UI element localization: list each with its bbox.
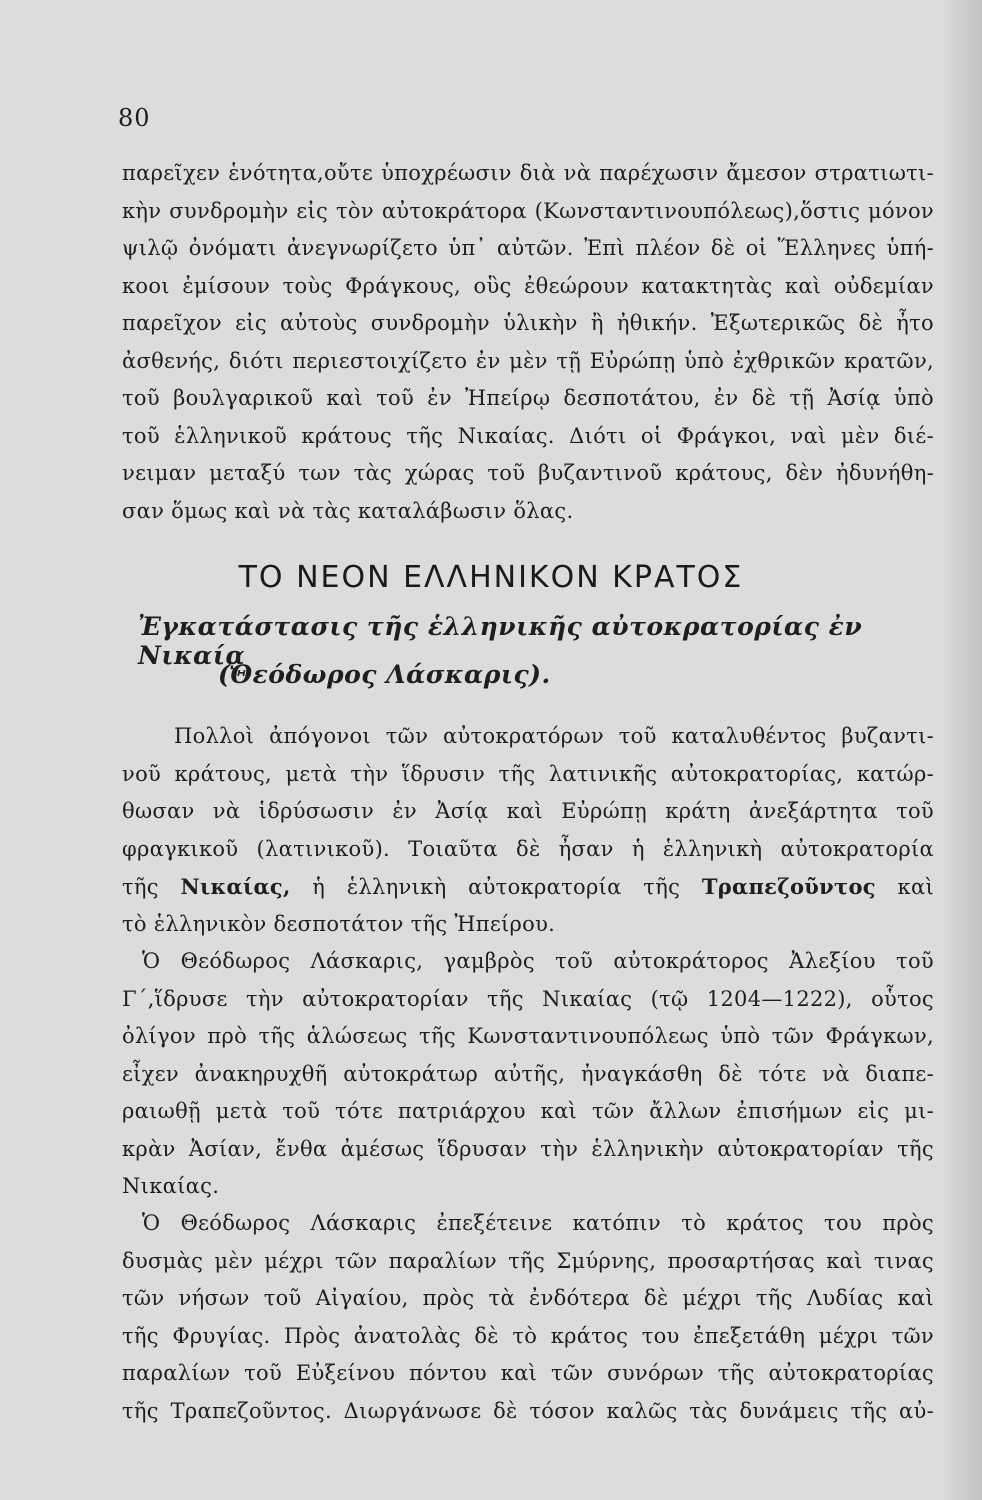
text-line: ὀλίγον πρὸ τῆς ἁλώσεως τῆς Κωνσταντινουπόλεως ὑπὸ τῶν Φράγκων, <box>122 1024 934 1048</box>
text-line: παρεῖχον εἰς αὐτοὺς συνδρομὴν ὑλικὴν ἢ ἠθικήν. Ἐξωτερικῶς δὲ ἦτο <box>122 311 934 335</box>
text-line: κρὰν Ἀσίαν, ἔνθα ἀμέσως ἵδρυσαν τὴν ἑλληνικὴν αὐτοκρατορίαν τῆς <box>122 1136 934 1161</box>
section-heading: ΤΟ ΝΕΟΝ ΕΛΛΗΝΙΚΟΝ ΚΡΑΤΟΣ <box>238 560 744 595</box>
text-line: νοῦ κράτους, μετὰ τὴν ἵδρυσιν τῆς λατινικῆς αὐτοκρατορίας, κατώρ- <box>122 761 934 786</box>
text-line: παρεῖχεν ἑνότητα,οὔτε ὑποχρέωσιν διὰ νὰ παρέχωσιν ἄμεσον στρατιωτι- <box>122 161 934 185</box>
text-line: σαν ὅμως καὶ νὰ τὰς καταλάβωσιν ὅλας. <box>122 498 574 523</box>
text-line: Πολλοὶ ἀπόγονοι τῶν αὐτοκρατόρων τοῦ καταλυθέντος βυζαντι- <box>174 724 934 748</box>
text-line: εἶχεν ἀνακηρυχθῆ αὐτοκράτωρ αὐτῆς, ἠναγκάσθη δὲ τότε νὰ διαπε- <box>122 1061 934 1086</box>
text-line: Νικαίας. <box>122 1174 220 1198</box>
text-line: νειμαν μεταξύ των τὰς χώρας τοῦ βυζαντινοῦ κράτους, δὲν ἠδυνήθη- <box>122 461 934 485</box>
paragraph-4 <box>122 1205 934 1430</box>
text-line: φραγκικοῦ (λατινικοῦ). Τοιαῦτα δὲ ἦσαν ἡ ἑλληνικὴ αὐτοκρατορία <box>122 836 934 861</box>
bold-place-name: Νικαίας, <box>180 874 291 899</box>
text-fragment: καὶ <box>875 875 934 899</box>
text-fragment: τῆς <box>122 875 181 899</box>
page-number: 80 <box>118 104 151 132</box>
text-line: τοῦ ἑλληνικοῦ κράτους τῆς Νικαίας. Διότι οἱ Φράγκοι, ναὶ μὲν διέ- <box>122 423 934 448</box>
paragraph-2 <box>122 718 934 943</box>
text-line: Ὁ Θεόδωρος Λάσκαρις ἐπεξέτεινε κατόπιν τὸ κράτος του πρὸς <box>142 1211 934 1235</box>
text-line: δυσμὰς μὲν μέχρι τῶν παραλίων τῆς Σμύρνης, προσαρτήσας καὶ τινας <box>122 1248 934 1273</box>
text-line: κοοι ἐμίσουν τοὺς Φράγκους, οὓς ἐθεώρουν κατακτητὰς καὶ οὐδεμίαν <box>122 273 934 298</box>
section-subheading-continued: (Θεόδωρος Λάσκαρις). <box>218 660 551 689</box>
text-line: παραλίων τοῦ Εὐξείνου πόντου καὶ τῶν συνόρων τῆς αὐτοκρατορίας <box>122 1361 934 1385</box>
text-line: τὸ ἑλληνικὸν δεσποτάτον τῆς Ἠπείρου. <box>122 911 556 936</box>
bold-place-name: Τραπεζοῦντος <box>701 874 876 899</box>
text-line: θωσαν νὰ ἱδρύσωσιν ἐν Ἀσίᾳ καὶ Εὐρώπῃ κράτη ἀνεξάρτητα τοῦ <box>122 799 934 823</box>
text-line: Ὁ Θεόδωρος Λάσκαρις, γαμβρὸς τοῦ αὐτοκράτορος Ἀλεξίου τοῦ <box>142 949 934 973</box>
text-line: ἀσθενής, διότι περιεστοιχίζετο ἐν μὲν τῇ Εὐρώπῃ ὑπὸ ἐχθρικῶν κρατῶν, <box>122 348 934 373</box>
text-line: ψιλῷ ὀνόματι ἀνεγνωρίζετο ὑπ᾿ αὐτῶν. Ἐπὶ πλέον δὲ οἱ Ἕλληνες ὑπή- <box>122 236 934 260</box>
text-line: τῆς Τραπεζοῦντος. Διωργάνωσε δὲ τόσον καλῶς τὰς δυνάμεις τῆς αὐ- <box>122 1398 934 1423</box>
paragraph-1 <box>122 155 934 530</box>
text-fragment: ἡ ἑλληνικὴ αὐτοκρατορία τῆς <box>290 875 702 899</box>
text-line: τῶν νήσων τοῦ Αἰγαίου, πρὸς τὰ ἐνδότερα δὲ μέχρι τῆς Λυδίας καὶ <box>122 1286 934 1310</box>
text-line-with-bold <box>122 868 934 906</box>
paragraph-3 <box>122 943 934 1206</box>
text-line: ραιωθῇ μετὰ τοῦ τότε πατριάρχου καὶ τῶν ἄλλων ἐπισήμων εἰς μι- <box>122 1099 934 1123</box>
page-edge-shadow <box>942 0 982 1500</box>
text-line: τοῦ βουλγαρικοῦ καὶ τοῦ ἐν Ἠπείρῳ δεσποτάτου, ἐν δὲ τῇ Ἀσίᾳ ὑπὸ <box>122 386 934 410</box>
section-subheading: Ἐγκατάστασις τῆς ἑλληνικῆς αὐτοκρατορίας ἐν Νικαίᾳ <box>138 612 863 670</box>
text-line: Γ΄,ἵδρυσε τὴν αὐτοκρατορίαν τῆς Νικαίας (τῷ 1204—1222), οὗτος <box>122 986 934 1011</box>
text-line: τῆς Φρυγίας. Πρὸς ἀνατολὰς δὲ τὸ κράτος του ἐπεξετάθη μέχρι τῶν <box>122 1323 934 1348</box>
text-line: κὴν συνδρομὴν εἰς τὸν αὐτοκράτορα (Κωνσταντινουπόλεως),ὅστις μόνον <box>122 198 934 223</box>
